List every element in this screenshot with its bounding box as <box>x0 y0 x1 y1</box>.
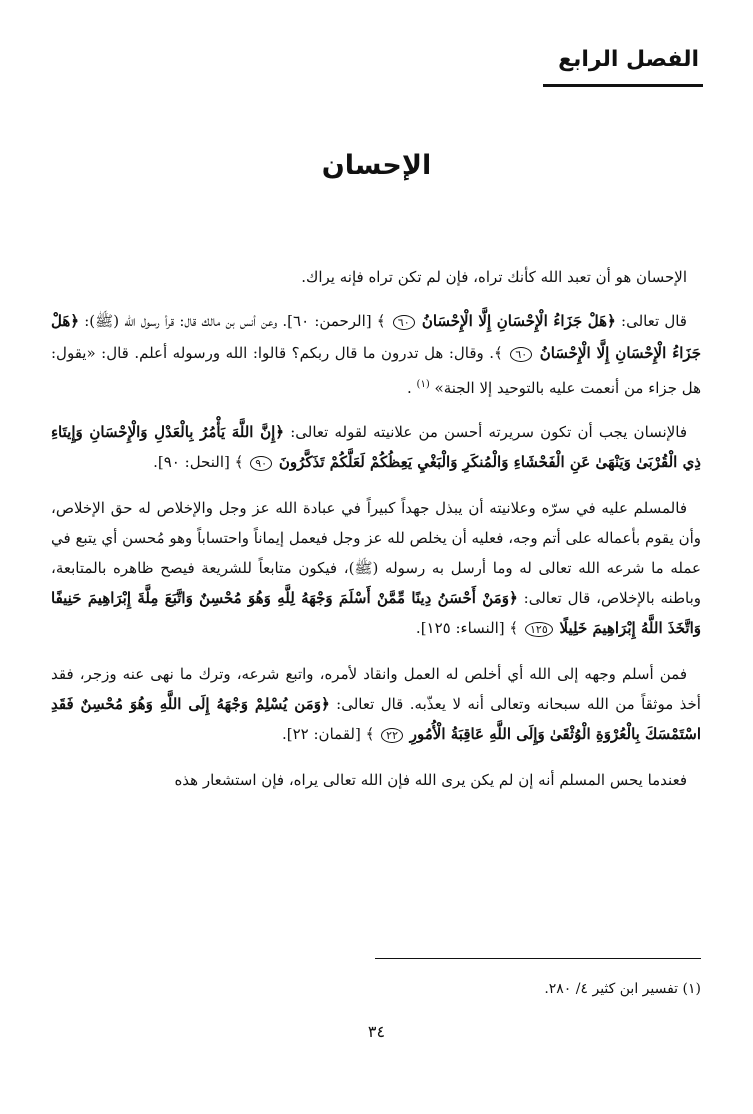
paragraph-quote-nisa <box>51 493 701 645</box>
paragraph-text: . <box>406 379 412 397</box>
quran-verse: ﴿وَمَن يُسْلِمْ وَجْهَهُ إِلَى اللَّهِ وَهُوَ مُحْسِنٌ فَقَدِ اسْتَمْسَكَ بِالْعُرْوَةِ الْوُثْقَىٰ وَإِلَى اللَّهِ عَاقِبَةُ الْأُمُورِ <box>51 695 701 743</box>
paragraph-text: ﴾ [الرحمن: ٦٠]. وعن أنس بن مالك قال: قرأ رسول الله (ﷺ): <box>84 312 386 330</box>
paragraph-text: فالمسلم عليه في سرّه وعلانيته أن يبذل جهداً كبيراً في عبادة الله عز وجل والإخلاص له حق الإخلاص، وأن يقوم بأعماله على أتم وجه، فعليه أن يخلص لله عز وجل فيعمل إيماناً واحتساباً وهو مُحسن أي يتبع في عمله ما شرعه الله تعالى له وما أرسل به رسوله (ﷺ)، فيكون متابعاً للشريعة فيصح ظاهره بالمتابعة، وباطنه بالإخلاص، قال تعالى: <box>51 499 702 607</box>
paragraph-quote-nahl <box>51 417 701 479</box>
page-title: الإحسان <box>321 150 432 181</box>
footnote-divider <box>375 958 701 959</box>
paragraph-quote-luqman <box>51 659 701 751</box>
paragraph-text: ﴾ [النحل: ٩٠]. <box>153 453 244 471</box>
verse-number-badge: ١٢٥ <box>525 622 553 637</box>
paragraph-definition: الإحسان هو أن تعبد الله كأنك تراه، فإن لم تكن تراه فإنه يراك. <box>301 268 687 286</box>
chapter-heading <box>543 40 703 87</box>
paragraph-text: قال تعالى: <box>621 312 687 330</box>
chapter-rule <box>543 84 703 87</box>
paragraph-quote-rahman <box>51 306 701 403</box>
paragraph-text: ﴾. وقال: هل تدرون ما قال ربكم؟ قالوا: الله ورسوله أعلم. قال: «يقول: هل جزاء من أنعمت عليه بالتوحيد إلا الجنة» <box>51 344 701 397</box>
paragraph-text: فمن أسلم وجهه إلى الله أي أخلص له العمل وانقاد لأمره، واتبع شرعه، وترك ما نهى عنه وزجر، فقد أخذ موثقاً من الله سبحانه وتعالى أنه لا يعذّبه. قال تعالى: <box>51 665 701 713</box>
verse-number-badge: ٢٢ <box>381 728 403 743</box>
page-number: ٣٤ <box>367 1022 386 1041</box>
paragraph-closing: فعندما يحس المسلم أنه إن لم يكن يرى الله فإن الله تعالى يراه، فإن استشعار هذه <box>174 771 687 789</box>
quran-verse: ﴿وَمَنْ أَحْسَنُ دِينًا مِّمَّنْ أَسْلَمَ وَجْهَهُ لِلَّهِ وَهُوَ مُحْسِنٌ وَاتَّبَعَ مِلَّةَ إِبْرَاهِيمَ حَنِيفًا وَاتَّخَذَ اللَّهُ إِبْرَاهِيمَ خَلِيلًا <box>51 589 701 637</box>
paragraph-text: ﴾ [النساء: ١٢٥]. <box>415 619 519 637</box>
verse-number-badge: ٦٠ <box>510 347 532 362</box>
footnote-reference: (١) <box>416 379 430 390</box>
paragraph-text: ﴾ [لقمان: ٢٢]. <box>281 725 375 743</box>
quran-verse: ﴿هَلْ جَزَاءُ الْإِحْسَانِ إِلَّا الْإِحْسَانُ <box>51 312 701 362</box>
verse-number-badge: ٩٠ <box>250 456 272 471</box>
verse-number-badge: ٦٠ <box>393 315 415 330</box>
footnote: (١) تفسير ابن كثير ٤/ ٢٨٠. <box>544 981 701 997</box>
chapter-label: الفصل الرابع <box>558 47 699 72</box>
paragraph-text: فالإنسان يجب أن تكون سريرته أحسن من علانيته لقوله تعالى: <box>290 423 687 441</box>
body-text <box>51 262 701 809</box>
quran-verse: ﴿إِنَّ اللَّهَ يَأْمُرُ بِالْعَدْلِ وَالْإِحْسَانِ وَإِيتَاءِ ذِي الْقُرْبَىٰ وَيَنْهَىٰ عَنِ الْفَحْشَاءِ وَالْمُنكَرِ وَالْبَغْيِ يَعِظُكُمْ لَعَلَّكُمْ تَذَكَّرُونَ <box>51 423 701 471</box>
quran-verse: ﴿هَلْ جَزَاءُ الْإِحْسَانِ إِلَّا الْإِحْسَانُ <box>421 312 616 330</box>
